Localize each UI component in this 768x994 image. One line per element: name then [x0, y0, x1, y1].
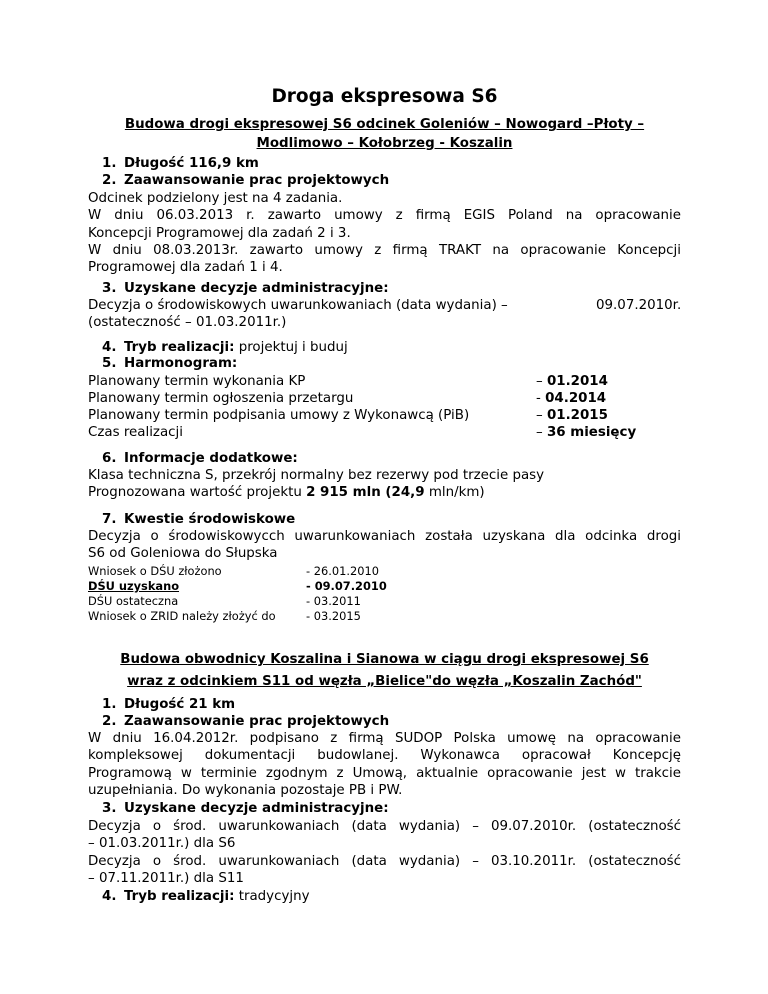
section1-item-info: 6. Informacje dodatkowe:	[102, 451, 298, 466]
section2-item-mode: 4. Tryb realizacji: tradycyjny	[102, 889, 310, 904]
env-table-row: DŚU ostateczna - 03.2011	[88, 594, 361, 608]
section1-item-decisions: 3. Uzyskane decyzje administracyjne:	[102, 281, 389, 296]
schedule-row: Planowany termin podpisania umowy z Wykonawcą (PiB) – 01.2015	[88, 408, 608, 423]
section1-item-schedule: 5. Harmonogram:	[102, 356, 238, 371]
env-table-row: DŚU uzyskano - 09.07.2010	[88, 579, 387, 593]
section1-info-line1: Klasa techniczna S, przekrój normalny bez rezerwy pod trzecie pasy	[88, 468, 545, 483]
env-table-row: Wniosek o ZRID należy złożyć do - 03.2015	[88, 609, 361, 623]
section1-decision-line2: (ostateczność – 01.03.2011r.)	[88, 315, 287, 330]
section2-item-decisions: 3. Uzyskane decyzje administracyjne:	[102, 801, 389, 816]
section2-decision-text: Decyzja o środ. uwarunkowaniach (data wydania) – 09.07.2010r. (ostateczność – 01.03.2011r.) dla S6 Decyzja o środ. uwarunkowaniach (data wydania) – 03.10.2011r. (ostateczność – 07.11.2011r.) dla S11	[88, 819, 681, 886]
section2-progress-text: W dniu 16.04.2012r. podpisano z firmą SUDOP Polska umowę na opracowanie kompleksowej dokumentacji budowlanej. Wykonawca opracował Koncepcję Programową w terminie zgodnym z Umową, aktualnie opracowanie jest w trakcie uzupełniania. Do wykonania pozostaje PB i PW.	[88, 731, 681, 798]
schedule-row: Planowany termin ogłoszenia przetargu - 04.2014	[88, 391, 607, 406]
env-table-row: Wniosek o DŚU złożono - 26.01.2010	[88, 564, 379, 578]
section2-heading-line1: Budowa obwodnicy Koszalina i Sianowa w ciągu drogi ekspresowej S6	[120, 652, 649, 667]
section1-progress-text: Odcinek podzielony jest na 4 zadania. W dniu 06.03.2013 r. zawarto umowy z firmą EGIS Poland na opracowanie Koncepcji Programowej dla zadań 2 i 3. W dniu 08.03.2013r. zawarto umowy z firmą TRAKT na opracowanie Koncepcji Programowej dla zadań 1 i 4.	[88, 191, 681, 276]
schedule-row: Czas realizacji – 36 miesięcy	[88, 425, 637, 440]
section2-item-progress: 2. Zaawansowanie prac projektowych	[102, 714, 390, 729]
section1-info-line2: Prognozowana wartość projektu 2 915 mln (24,9 mln/km)	[88, 485, 485, 500]
section1-decision-line1: Decyzja o środowiskowych uwarunkowaniach (data wydania) – 09.07.2010r.	[88, 298, 682, 313]
section1-item-environment: 7. Kwestie środowiskowe	[102, 512, 296, 527]
page-title: Droga ekspresowa S6	[271, 86, 498, 107]
section1-item-mode: 4. Tryb realizacji: projektuj i buduj	[102, 340, 348, 355]
schedule-row: Planowany termin wykonania KP – 01.2014	[88, 374, 608, 389]
section2-item-length: 1. Długość 21 km	[102, 697, 236, 712]
section1-item-length: 1. Długość 116,9 km	[102, 156, 259, 171]
section1-item-progress: 2. Zaawansowanie prac projektowych	[102, 173, 390, 188]
section1-env-text: Decyzja o środowiskowycch uwarunkowaniach została uzyskana dla odcinka drogi S6 od Goleniowa do Słupska	[88, 529, 681, 562]
section1-heading-line1: Budowa drogi ekspresowej S6 odcinek Goleniów – Nowogard –Płoty –	[124, 117, 645, 132]
section2-heading-line2: wraz z odcinkiem S11 od węzła „Bielice"do węzła „Koszalin Zachód"	[127, 674, 642, 689]
section1-heading-line2: Modlimowo – Kołobrzeg - Koszalin	[256, 136, 513, 151]
